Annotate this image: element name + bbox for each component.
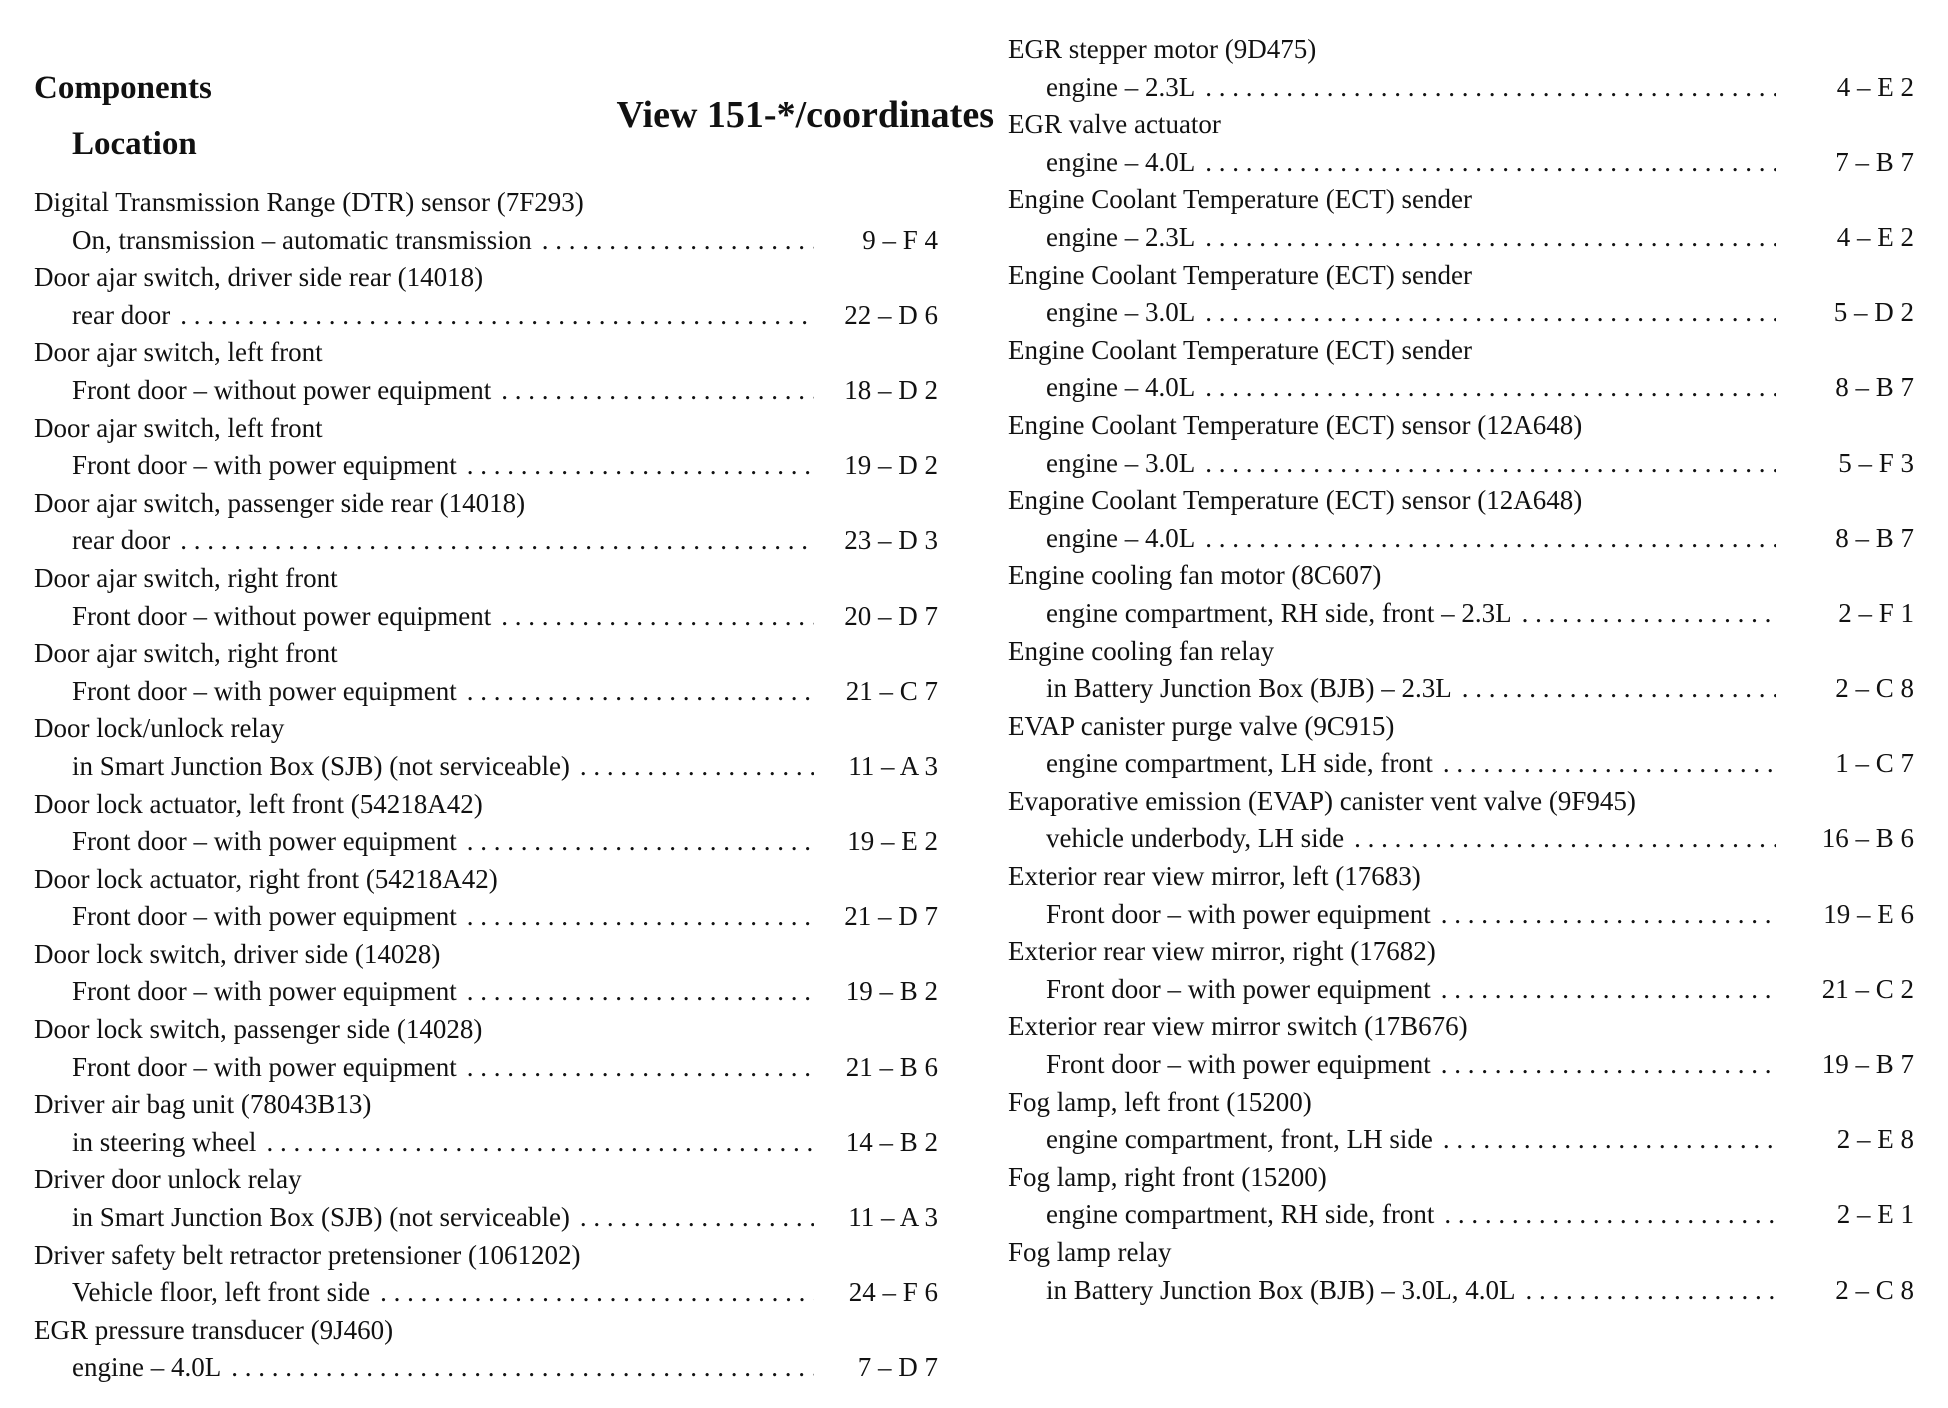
location-text: in steering wheel <box>72 1126 257 1157</box>
dot-leader <box>570 1199 814 1237</box>
location-text: Front door – with power equipment <box>72 450 457 481</box>
coordinates: 14 – B 2 <box>845 1126 938 1157</box>
location-text: in Smart Junction Box (SJB) (not serviceable) <box>72 1202 570 1233</box>
component-entry <box>34 1086 938 1161</box>
location-text: engine – 3.0L <box>1046 297 1196 328</box>
location-row <box>34 598 938 636</box>
location-text: in Battery Junction Box (BJB) – 2.3L <box>1046 673 1452 704</box>
coordinates: 8 – B 7 <box>1835 522 1914 553</box>
location-row <box>1008 69 1914 107</box>
location-text: engine – 4.0L <box>72 1352 222 1383</box>
component-entry <box>1008 332 1914 407</box>
dot-leader <box>1344 820 1776 858</box>
coordinates: 2 – E 1 <box>1836 1199 1914 1230</box>
location-row <box>34 297 938 335</box>
location-row <box>34 973 938 1011</box>
coordinates: 21 – C 7 <box>845 675 938 706</box>
component-name: Engine Coolant Temperature (ECT) sensor (12A648) <box>1008 409 1583 440</box>
location-text: Front door – with power equipment <box>72 675 457 706</box>
coordinates: 24 – F 6 <box>848 1277 938 1308</box>
coordinates: 1 – C 7 <box>1835 748 1914 779</box>
dot-leader <box>1431 1046 1776 1084</box>
dot-leader <box>1195 219 1776 257</box>
location-heading: Location <box>72 126 197 162</box>
dot-leader <box>457 823 814 861</box>
component-entry <box>1008 257 1914 332</box>
component-name: Door lock/unlock relay <box>34 713 285 744</box>
dot-leader <box>1195 144 1776 182</box>
coordinates: 2 – F 1 <box>1838 597 1914 628</box>
dot-leader <box>1195 520 1776 558</box>
dot-leader <box>170 297 814 335</box>
location-text: engine – 4.0L <box>1046 372 1196 403</box>
dot-leader <box>1431 971 1776 1009</box>
location-text: vehicle underbody, LH side <box>1046 823 1345 854</box>
location-row <box>34 1349 938 1387</box>
component-entry <box>1008 1008 1914 1083</box>
dot-leader <box>457 673 814 711</box>
location-text: Front door – with power equipment <box>72 976 457 1007</box>
component-entry <box>1008 1159 1914 1234</box>
component-name: Fog lamp relay <box>1008 1237 1172 1267</box>
location-text: engine compartment, RH side, front <box>1046 1199 1435 1230</box>
components-heading: Components <box>34 70 212 106</box>
coordinates: 22 – D 6 <box>844 299 938 330</box>
location-row <box>1008 1196 1914 1234</box>
component-entry <box>34 560 938 635</box>
coordinates: 7 – B 7 <box>1835 146 1914 177</box>
location-text: Front door – with power equipment <box>72 1051 457 1082</box>
location-row <box>34 823 938 861</box>
location-row <box>1008 219 1914 257</box>
component-entry <box>34 1312 938 1387</box>
dot-leader <box>570 748 814 786</box>
component-entry <box>1008 858 1914 933</box>
location-row <box>34 522 938 560</box>
component-name: Door ajar switch, right front <box>34 638 338 669</box>
location-row <box>1008 445 1914 483</box>
dot-leader <box>221 1349 814 1387</box>
component-entry <box>34 485 938 560</box>
dot-leader <box>1433 1121 1776 1159</box>
component-entry <box>1008 106 1914 181</box>
component-entry <box>34 861 938 936</box>
coordinates: 20 – D 7 <box>844 600 938 631</box>
location-row <box>1008 670 1914 708</box>
dot-leader <box>491 598 814 636</box>
component-name: EVAP canister purge valve (9C915) <box>1008 710 1395 741</box>
component-name: Driver air bag unit (78043B13) <box>34 1089 372 1120</box>
coordinates: 19 – E 6 <box>1823 898 1914 929</box>
location-row <box>34 1049 938 1087</box>
location-row <box>34 1274 938 1312</box>
dot-leader <box>370 1274 814 1312</box>
dot-leader <box>1433 745 1776 783</box>
location-row <box>1008 971 1914 1009</box>
dot-leader <box>1434 1196 1776 1234</box>
dot-leader <box>1515 1272 1776 1310</box>
dot-leader <box>457 1049 814 1087</box>
coordinates: 21 – B 6 <box>845 1051 938 1082</box>
location-row <box>34 222 938 260</box>
component-entry <box>1008 407 1914 482</box>
component-entry <box>34 635 938 710</box>
dot-leader <box>491 372 814 410</box>
location-text: On, transmission – automatic transmission <box>72 224 532 255</box>
coordinates: 2 – C 8 <box>1835 673 1914 704</box>
coordinates: 11 – A 3 <box>848 1202 938 1233</box>
coordinates: 4 – E 2 <box>1836 221 1914 252</box>
component-name: Evaporative emission (EVAP) canister vent valve (9F945) <box>1008 785 1636 816</box>
component-name: Door lock actuator, left front (54218A42) <box>34 788 483 819</box>
location-text: Front door – without power equipment <box>72 600 492 631</box>
component-entry <box>1008 1234 1914 1309</box>
location-text: Front door – with power equipment <box>72 901 457 932</box>
coordinates: 5 – D 2 <box>1833 297 1914 328</box>
component-name: Engine cooling fan motor (8C607) <box>1008 560 1382 591</box>
location-text: engine – 3.0L <box>1046 447 1196 478</box>
location-row <box>1008 1046 1914 1084</box>
location-text: engine compartment, front, LH side <box>1046 1124 1433 1155</box>
dot-leader <box>1195 69 1776 107</box>
component-name: Digital Transmission Range (DTR) sensor (7F293) <box>34 187 584 217</box>
location-text: Front door – with power equipment <box>72 826 457 857</box>
component-name: EGR pressure transducer (9J460) <box>34 1314 394 1345</box>
location-row <box>1008 1121 1914 1159</box>
component-name: Engine Coolant Temperature (ECT) sender <box>1008 184 1472 215</box>
location-row <box>1008 369 1914 407</box>
location-text: Front door – with power equipment <box>1046 898 1431 929</box>
component-entry <box>34 1161 938 1236</box>
component-entry <box>1008 482 1914 557</box>
component-entry <box>1008 933 1914 1008</box>
coordinates: 8 – B 7 <box>1835 372 1914 403</box>
component-entry <box>34 936 938 1011</box>
component-name: Door ajar switch, right front <box>34 562 338 593</box>
right-column-list <box>1008 31 1914 1309</box>
coordinates: 19 – B 7 <box>1821 1049 1914 1080</box>
coordinates: 19 – D 2 <box>844 450 938 481</box>
component-name: Door ajar switch, driver side rear (14018) <box>34 262 484 293</box>
dot-leader <box>457 898 814 936</box>
coordinates: 21 – C 2 <box>1821 973 1914 1004</box>
component-name: Door lock actuator, right front (54218A42) <box>34 863 498 894</box>
coordinates: 19 – E 2 <box>847 826 938 857</box>
location-row <box>34 898 938 936</box>
location-row <box>1008 745 1914 783</box>
component-entry <box>1008 181 1914 256</box>
component-entry <box>34 184 938 259</box>
coordinates: 5 – F 3 <box>1838 447 1914 478</box>
location-text: engine compartment, LH side, front <box>1046 748 1433 779</box>
location-text: engine – 4.0L <box>1046 522 1196 553</box>
left-column-list <box>34 184 938 1387</box>
location-row <box>34 1199 938 1237</box>
dot-leader <box>1195 445 1776 483</box>
location-text: Front door – without power equipment <box>72 374 492 405</box>
dot-leader <box>532 222 814 260</box>
component-entry <box>34 410 938 485</box>
component-name: Engine Coolant Temperature (ECT) sensor (12A648) <box>1008 485 1583 516</box>
location-text: rear door <box>72 299 171 330</box>
component-entry <box>34 334 938 409</box>
view-coordinates-heading: View 151-*/coordinates <box>616 94 994 136</box>
component-entry <box>34 786 938 861</box>
dot-leader <box>457 447 814 485</box>
coordinates: 4 – E 2 <box>1836 71 1914 102</box>
component-name: Fog lamp, right front (15200) <box>1008 1161 1327 1192</box>
dot-leader <box>1452 670 1776 708</box>
location-text: Vehicle floor, left front side <box>72 1277 371 1308</box>
component-name: Exterior rear view mirror, right (17682) <box>1008 936 1436 967</box>
location-text: engine – 4.0L <box>1046 146 1196 177</box>
component-entry <box>34 1011 938 1086</box>
component-name: Engine cooling fan relay <box>1008 635 1275 666</box>
component-name: Door lock switch, driver side (14028) <box>34 938 441 969</box>
component-name: Driver safety belt retractor pretensioner (1061202) <box>34 1239 581 1270</box>
location-row <box>1008 595 1914 633</box>
component-entry <box>34 1237 938 1312</box>
component-name: Door ajar switch, left front <box>34 412 323 443</box>
coordinates: 23 – D 3 <box>844 525 938 556</box>
dot-leader <box>1512 595 1776 633</box>
location-text: in Smart Junction Box (SJB) (not serviceable) <box>72 750 570 781</box>
coordinates: 9 – F 4 <box>862 224 938 255</box>
component-name: EGR valve actuator <box>1008 109 1221 140</box>
location-text: rear door <box>72 525 171 556</box>
dot-leader <box>1431 896 1776 934</box>
location-row <box>1008 820 1914 858</box>
location-text: Front door – with power equipment <box>1046 1049 1431 1080</box>
component-entry <box>34 710 938 785</box>
dot-leader <box>457 973 814 1011</box>
location-row <box>34 1124 938 1162</box>
location-row <box>34 447 938 485</box>
location-row <box>34 748 938 786</box>
coordinates: 18 – D 2 <box>844 374 938 405</box>
component-entry <box>34 259 938 334</box>
coordinates: 2 – C 8 <box>1835 1274 1914 1305</box>
dot-leader <box>170 522 814 560</box>
component-name: Door ajar switch, left front <box>34 337 323 368</box>
component-name: Engine Coolant Temperature (ECT) sender <box>1008 334 1472 365</box>
location-text: engine – 2.3L <box>1046 221 1196 252</box>
component-name: Engine Coolant Temperature (ECT) sender <box>1008 259 1472 290</box>
page-header <box>34 64 994 174</box>
location-text: engine compartment, RH side, front – 2.3L <box>1046 597 1512 628</box>
component-name: EGR stepper motor (9D475) <box>1008 34 1317 64</box>
dot-leader <box>1195 294 1776 332</box>
coordinates: 11 – A 3 <box>848 750 938 781</box>
component-entry <box>1008 557 1914 632</box>
component-entry <box>1008 633 1914 708</box>
location-row <box>1008 1272 1914 1310</box>
location-row <box>1008 294 1914 332</box>
location-row <box>1008 520 1914 558</box>
component-name: Fog lamp, left front (15200) <box>1008 1086 1312 1117</box>
component-name: Door ajar switch, passenger side rear (14018) <box>34 487 526 518</box>
component-name: Exterior rear view mirror switch (17B676) <box>1008 1011 1468 1042</box>
dot-leader <box>256 1124 814 1162</box>
component-entry <box>1008 1084 1914 1159</box>
component-name: Door lock switch, passenger side (14028) <box>34 1014 483 1045</box>
dot-leader <box>1195 369 1776 407</box>
component-name: Driver door unlock relay <box>34 1164 302 1195</box>
location-row <box>34 372 938 410</box>
coordinates: 19 – B 2 <box>845 976 938 1007</box>
component-entry <box>1008 708 1914 783</box>
location-row <box>1008 896 1914 934</box>
location-text: in Battery Junction Box (BJB) – 3.0L, 4.0L <box>1046 1274 1516 1305</box>
coordinates: 16 – B 6 <box>1821 823 1914 854</box>
location-row <box>1008 144 1914 182</box>
component-entry <box>1008 31 1914 106</box>
location-row <box>34 673 938 711</box>
component-entry <box>1008 783 1914 858</box>
component-name: Exterior rear view mirror, left (17683) <box>1008 861 1421 892</box>
location-text: engine – 2.3L <box>1046 71 1196 102</box>
location-text: Front door – with power equipment <box>1046 973 1431 1004</box>
coordinates: 7 – D 7 <box>857 1352 938 1383</box>
coordinates: 2 – E 8 <box>1836 1124 1914 1155</box>
coordinates: 21 – D 7 <box>844 901 938 932</box>
